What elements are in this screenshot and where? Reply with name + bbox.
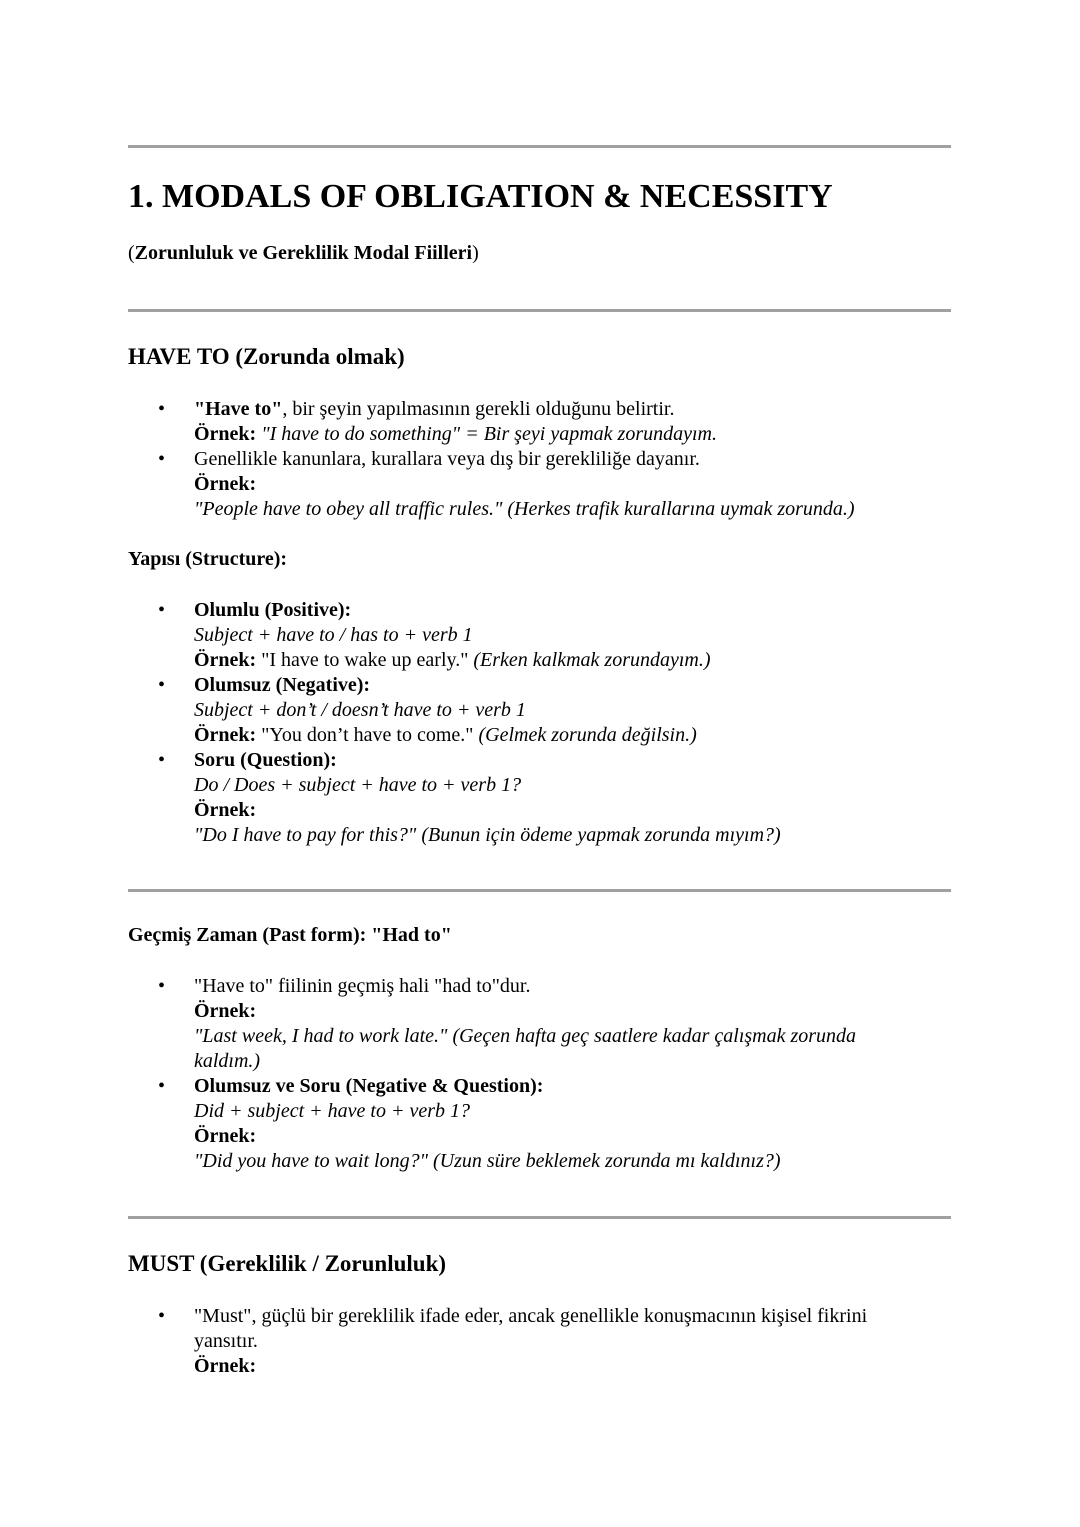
horizontal-rule (128, 309, 951, 312)
ornek-label: Örnek: (194, 799, 257, 821)
question-label: Soru (Question): (194, 749, 337, 771)
horizontal-rule (128, 889, 951, 892)
must-bullet-1-line-1: "Must", güçlü bir gereklilik ifade eder, ancak genellikle konuşmacının kişisel fikrini (194, 1305, 868, 1327)
bullet-icon: • (158, 1305, 166, 1327)
must-heading: MUST (Gereklilik / Zorunluluk) (128, 1251, 447, 1276)
bullet-icon: • (158, 975, 166, 997)
have-to-example-1: Örnek: "I have to do something" = Bir şeyi yapmak zorundayım. (194, 423, 717, 445)
have-to-example-2: "People have to obey all traffic rules." (Herkes trafik kurallarına uymak zorunda.) (194, 498, 855, 520)
ornek-label: Örnek: (194, 473, 257, 495)
ornek-label: Örnek: (194, 1000, 257, 1022)
have-to-heading: HAVE TO (Zorunda olmak) (128, 344, 405, 369)
past-example-1-line-2: kaldım.) (194, 1050, 261, 1072)
past-heading: Geçmiş Zaman (Past form): "Had to" (128, 924, 452, 946)
bullet-icon: • (158, 1075, 166, 1097)
bullet-icon: • (158, 599, 166, 621)
question-formula: Do / Does + subject + have to + verb 1? (194, 774, 522, 796)
positive-example: Örnek: "I have to wake up early." (Erken kalkmak zorundayım.) (194, 649, 711, 671)
have-to-bullet-1: "Have to", bir şeyin yapılmasının gerekli olduğunu belirtir. (194, 398, 675, 420)
past-formula: Did + subject + have to + verb 1? (194, 1100, 470, 1122)
negative-formula: Subject + don’t / doesn’t have to + verb 1 (194, 699, 526, 721)
bullet-icon: • (158, 674, 166, 696)
have-to-bullet-2: Genellikle kanunlara, kurallara veya dış bir gerekliliğe dayanır. (194, 448, 700, 470)
positive-label: Olumlu (Positive): (194, 599, 352, 621)
question-example: "Do I have to pay for this?" (Bunun için ödeme yapmak zorunda mıyım?) (194, 824, 781, 846)
page-title: 1. MODALS OF OBLIGATION & NECESSITY (128, 178, 833, 215)
negative-label: Olumsuz (Negative): (194, 674, 371, 696)
ornek-label: Örnek: (194, 1355, 257, 1377)
horizontal-rule (128, 145, 951, 148)
horizontal-rule (128, 1216, 951, 1219)
bullet-icon: • (158, 448, 166, 470)
must-bullet-1-line-2: yansıtır. (194, 1330, 258, 1352)
structure-heading: Yapısı (Structure): (128, 548, 288, 570)
ornek-label: Örnek: (194, 1125, 257, 1147)
past-bullet-2-label: Olumsuz ve Soru (Negative & Question): (194, 1075, 544, 1097)
past-bullet-1: "Have to" fiilinin geçmiş hali "had to"dur. (194, 975, 531, 997)
past-example-1-line-1: "Last week, I had to work late." (Geçen hafta geç saatlere kadar çalışmak zorunda (194, 1025, 857, 1047)
bullet-icon: • (158, 749, 166, 771)
positive-formula: Subject + have to / has to + verb 1 (194, 624, 473, 646)
bullet-icon: • (158, 398, 166, 420)
negative-example: Örnek: "You don’t have to come." (Gelmek zorunda değilsin.) (194, 724, 697, 746)
past-example-2: "Did you have to wait long?" (Uzun süre beklemek zorunda mı kaldınız?) (194, 1150, 781, 1172)
page-subtitle: (Zorunluluk ve Gereklilik Modal Fiilleri) (128, 242, 479, 264)
